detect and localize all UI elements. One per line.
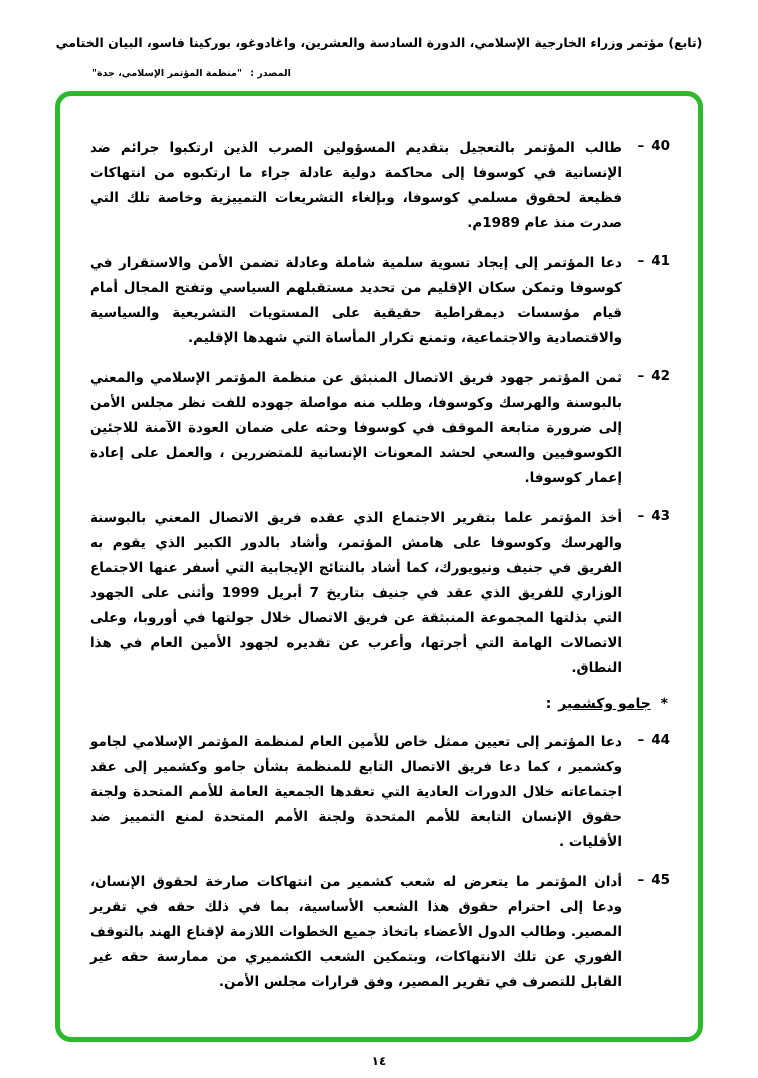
dash-glyph: – [637, 138, 645, 154]
page-header: (تابع) مؤتمر وزراء الخارجية الإسلامي، الدورة السادسة والعشرين، واغادوغو، بوركينا فاسو، البيان الختامي [55, 35, 703, 50]
paragraph-text: ثمن المؤتمر جهود فريق الاتصال المنبثق عن منظمة المؤتمر الإسلامي والمعني بالبوسنة والهرسك وكوسوفا، وطلب منه مواصلة جهوده للفت نظر مجلس الأمن إلى ضرورة متابعة الموقف في كوسوفا وحثه على ضمان العودة الآمنة للاجئين الكوسوفيين والسعي لحشد المعونات الإنسانية للمتضررين ، والعمل على إعادة إعمار كوسوفا. [90, 370, 622, 486]
paragraph-43 [90, 506, 670, 681]
paragraph-text: طالب المؤتمر بالتعجيل بتقديم المسؤولين الصرب الذين ارتكبوا جرائم ضد الإنسانية في كوسوفا إلى محاكمة دولية عادلة جراء ما ارتكبوه من انتهاكات فظيعة لحقوق مسلمي كوسوفا، وبإلغاء التشريعات التمييزية وخاصة تلك التي صدرت منذ عام 1989م. [90, 140, 622, 231]
dash-glyph: – [637, 253, 645, 269]
paragraph-44 [90, 730, 670, 855]
paragraph-42 [90, 366, 670, 491]
dash-glyph: – [637, 732, 645, 748]
section-heading-title: جامو وكشمير [558, 696, 651, 712]
paragraph-42-marker [622, 366, 670, 491]
paragraph-number: 45 [651, 872, 670, 888]
paragraph-number: 43 [651, 508, 670, 524]
paragraph-45-marker [622, 870, 670, 995]
paragraph-text: دعا المؤتمر إلى إيجاد تسوية سلمية شاملة وعادلة تضمن الأمن والاستقرار في كوسوفا وتمكن سكان الإقليم من تحديد مستقبلهم السياسي وتفتح المجال أمام قيام مؤسسات ديمقراطية حقيقية على المستويات التشريعية والسياسية والاقتصادية والاجتماعية، وتمنع تكرار المأساة التي شهدها الإقليم. [90, 255, 622, 346]
paragraph-43-marker [622, 506, 670, 681]
paragraph-40-marker [622, 136, 670, 236]
dash-glyph: – [637, 368, 645, 384]
section-heading-marker: * [660, 696, 668, 712]
section-heading-colon: : [545, 696, 552, 712]
paragraph-40 [90, 136, 670, 236]
paragraph-text: أخذ المؤتمر علما بتقرير الاجتماع الذي عقده فريق الاتصال المعني بالبوسنة والهرسك وكوسوفا على هامش المؤتمر، وأشاد بالدور الكبير الذي يقوم به الفريق في جنيف ونيويورك، كما أشاد بالنتائج الإيجابية التي أسفر عنها الاجتماع الوزاري للفريق الذي عقد في جنيف بتاريخ 7 أبريل 1999 وأثنى على الجهود التي بذلتها المجموعة المنبثقة عن فريق الاتصال خلال جولتها في أوروبا، وعلى الاتصالات الهامة التي أجرتها، وأعرب عن تقديره لجهود الأمين العام في هذا النطاق. [90, 510, 622, 676]
page-number: ١٤ [371, 1054, 387, 1068]
paragraph-45 [90, 870, 670, 995]
paragraph-number: 44 [651, 732, 670, 748]
source-value: "منظمة المؤتمر الإسلامي، جدة" [92, 68, 242, 79]
paragraph-text: دعا المؤتمر إلى تعيين ممثل خاص للأمين العام لمنظمة المؤتمر الإسلامي لجامو وكشمير ، كما دعا فريق الاتصال التابع للمنظمة بشأن جامو وكشمير إلى عقد اجتماعاته خلال الدورات العادية التي تعقدها الجمعية العامة للأمم المتحدة ولجنة حقوق الإنسان التابعة للأمم المتحدة ولجنة الأمم المتحدة لمنع التمييز ضد الأقليات . [90, 734, 622, 850]
paragraph-44-marker [622, 730, 670, 855]
paragraph-41 [90, 251, 670, 351]
paragraph-number: 42 [651, 368, 670, 384]
dash-glyph: – [637, 508, 645, 524]
content-border-box [55, 91, 703, 1042]
section-heading-jammu-kashmir [90, 696, 668, 712]
paragraph-number: 40 [651, 138, 670, 154]
paragraph-number: 41 [651, 253, 670, 269]
dash-glyph: – [637, 872, 645, 888]
source-label: المصدر : [250, 68, 291, 79]
paragraph-41-marker [622, 251, 670, 351]
source-line [92, 68, 291, 79]
paragraph-text: أدان المؤتمر ما يتعرض له شعب كشمير من انتهاكات صارخة لحقوق الإنسان، ودعا إلى احترام حقوق هذا الشعب الأساسية، بما في ذلك حقه في تقرير المصير. وطالب الدول الأعضاء باتخاذ جميع الخطوات اللازمة لإقناع الهند بالتوقف الفوري عن تلك الانتهاكات، وبتمكين الشعب الكشميري من ممارسة حقه غير القابل للتصرف في تقرير المصير، وفق قرارات مجلس الأمن. [90, 874, 622, 990]
